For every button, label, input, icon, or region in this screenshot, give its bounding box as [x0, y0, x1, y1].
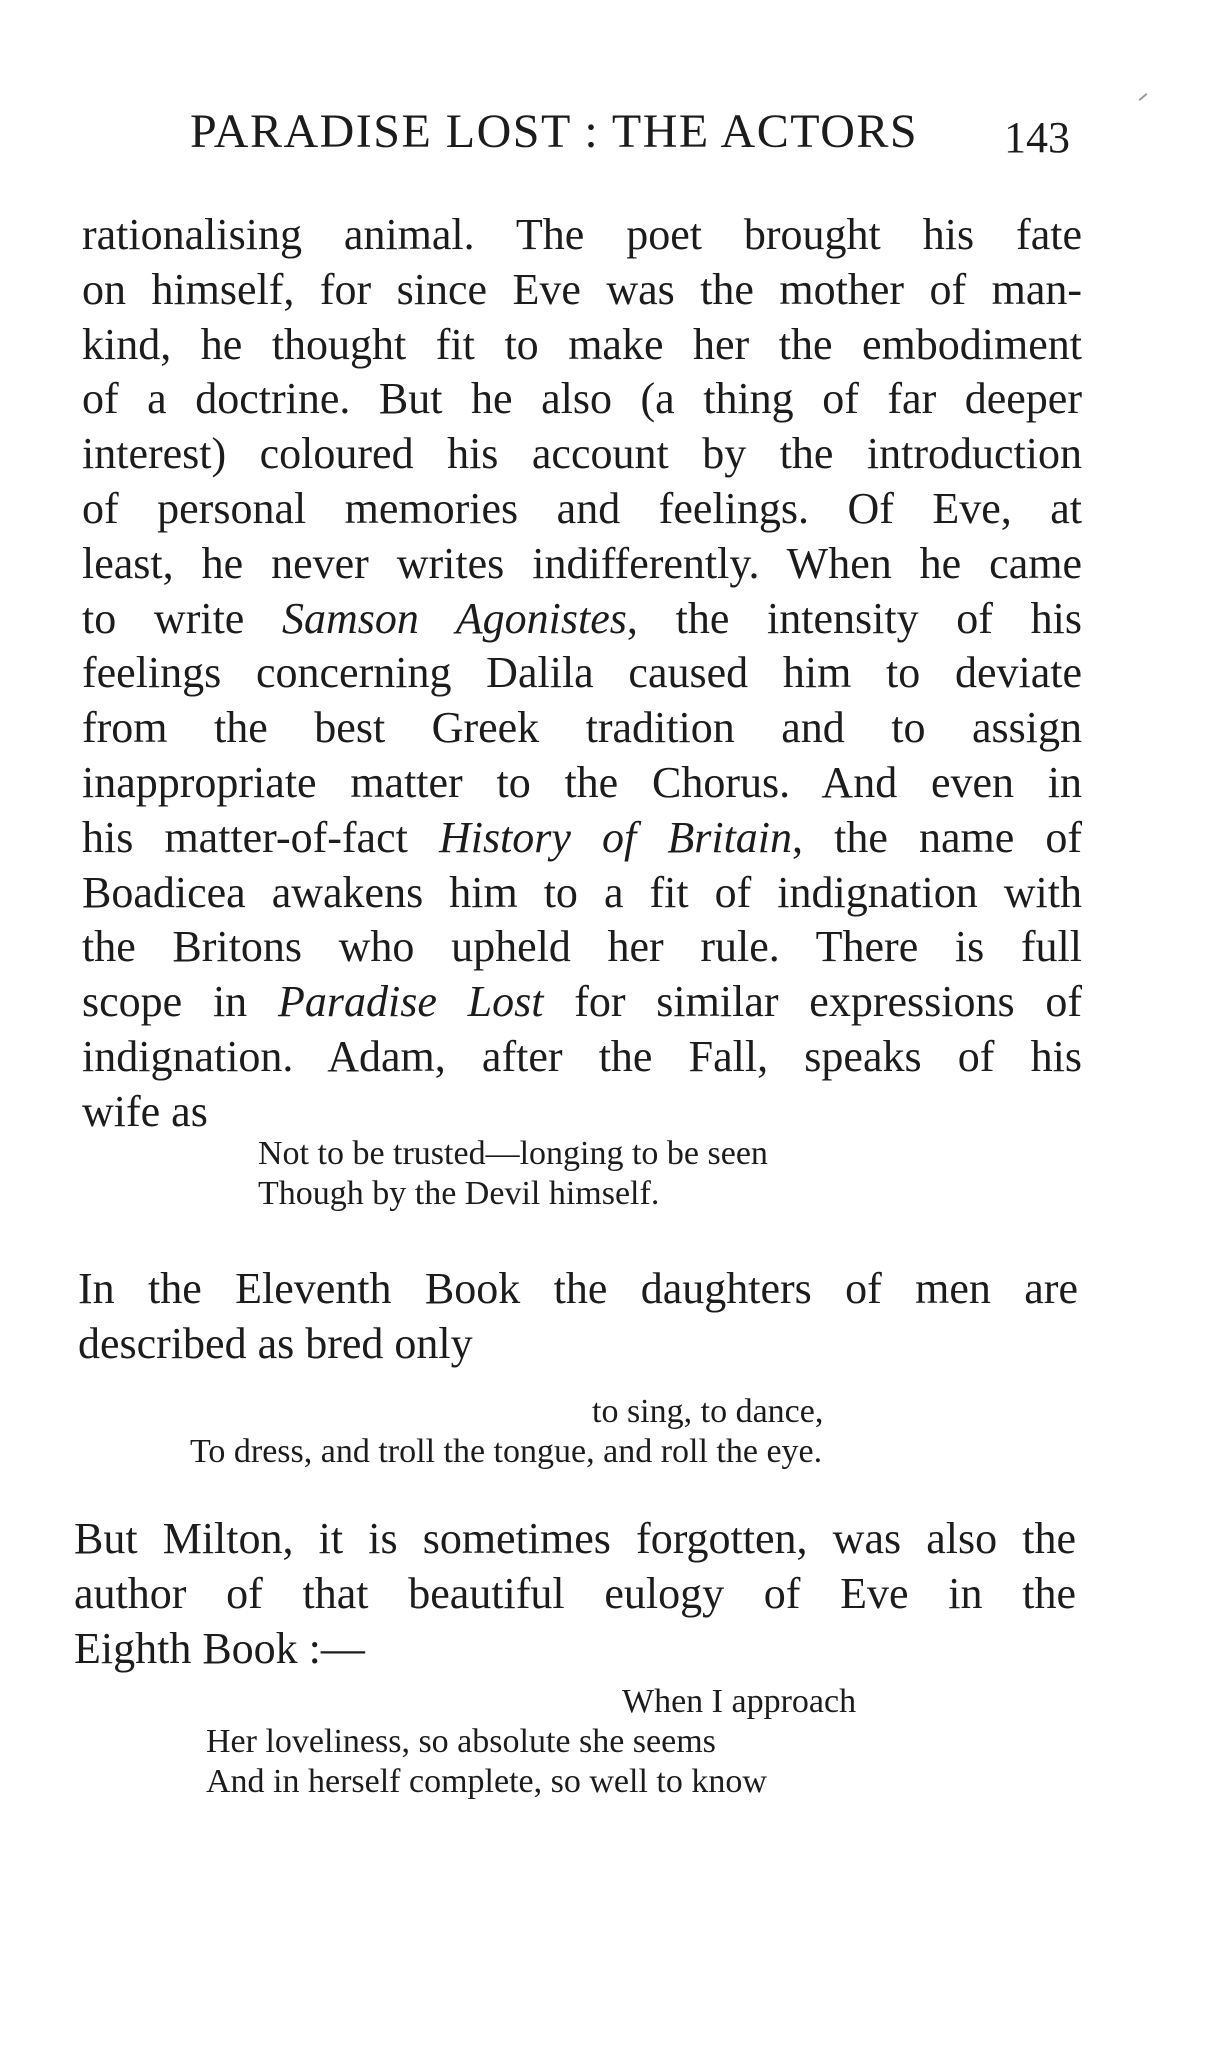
text-line: wife as	[82, 1086, 208, 1136]
verse-line: Her loveliness, so absolute she seems	[206, 1723, 716, 1760]
text-line: the Britons who upheld her rule. There is full	[82, 922, 1082, 972]
verse-quote-1	[258, 1134, 768, 1214]
text-line: inappropriate matter to the Chorus. And even in	[82, 757, 1082, 807]
text-line: author of that beautiful eulogy of Eve in the	[74, 1568, 1076, 1618]
verse-quote-3-line-1	[622, 1682, 856, 1722]
text-fragment: scope in	[82, 977, 278, 1027]
verse-quote-2-line-1	[592, 1392, 823, 1432]
verse-line: Not to be trusted—longing to be seen	[258, 1135, 768, 1172]
work-title-paradise-lost: Paradise Lost	[277, 977, 544, 1027]
margin-mark	[1139, 93, 1148, 101]
verse-line: to sing, to dance,	[592, 1393, 824, 1430]
text-fragment: , the intensity of his	[626, 593, 1082, 643]
text-line: on himself, for since Eve was the mother of man-	[82, 264, 1082, 314]
text-line: rationalising animal. The poet brought his fate	[82, 210, 1082, 259]
text-line: In the Eleventh Book the daughters of men are	[78, 1264, 1078, 1313]
running-title: PARADISE LOST : THE ACTORS	[190, 105, 919, 158]
verse-line: When I approach	[622, 1683, 857, 1720]
text-fragment: to write	[82, 593, 283, 643]
text-line	[82, 592, 1082, 647]
text-line: feelings concerning Dalila caused him to deviate	[82, 648, 1082, 698]
paragraph-3	[74, 1512, 1076, 1676]
paragraph-1	[82, 208, 1082, 1140]
work-title-history-of-britain: History of Britain	[438, 812, 793, 862]
text-fragment: for similar expressions of	[543, 977, 1083, 1027]
text-line: of a doctrine. But he also (a thing of far deeper	[82, 374, 1082, 424]
paragraph-2	[78, 1262, 1078, 1372]
text-line: Eighth Book :—	[74, 1623, 365, 1673]
text-fragment: his matter-of-fact	[82, 812, 439, 862]
text-line	[82, 811, 1082, 866]
work-title-samson-agonistes: Samson Agonistes	[282, 593, 627, 643]
text-line: of personal memories and feelings. Of Eve, at	[82, 483, 1082, 533]
verse-line: And in herself complete, so well to know	[206, 1763, 767, 1800]
text-line: described as bred only	[78, 1318, 473, 1368]
text-line: least, he never writes indifferently. When he came	[82, 538, 1082, 588]
text-line: Boadicea awakens him to a fit of indignation with	[82, 867, 1082, 917]
text-line	[82, 975, 1082, 1030]
text-line: interest) coloured his account by the introduction	[82, 429, 1082, 479]
text-line: from the best Greek tradition and to assign	[82, 703, 1082, 753]
text-line: kind, he thought fit to make her the embodiment	[82, 319, 1082, 369]
text-line: indignation. Adam, after the Fall, speaks of his	[82, 1031, 1082, 1081]
verse-quote-2-line-2	[190, 1432, 822, 1472]
verse-line: To dress, and troll the tongue, and roll the eye.	[190, 1433, 823, 1470]
verse-line: Though by the Devil himself.	[258, 1175, 660, 1212]
verse-quote-3-rest	[206, 1722, 767, 1802]
page-number: 143	[1004, 113, 1070, 162]
text-fragment: , the name of	[792, 812, 1082, 862]
text-line: But Milton, it is sometimes forgotten, was also the	[74, 1514, 1076, 1563]
